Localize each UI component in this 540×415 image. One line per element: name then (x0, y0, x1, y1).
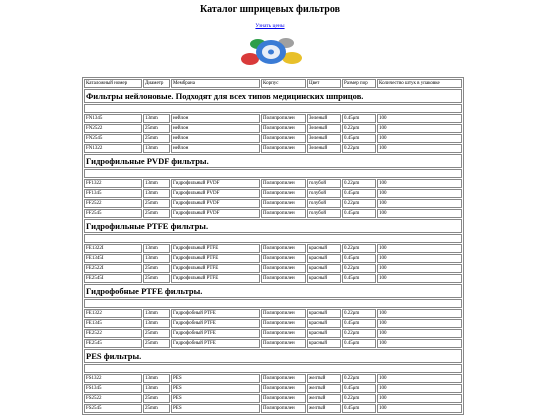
section-heading: Гидрофильные PVDF фильтры. (84, 154, 462, 168)
table-cell: 100 (377, 319, 462, 328)
section-heading-row (84, 154, 462, 168)
table-cell: нейлон (171, 144, 260, 153)
section-heading: Фильтры нейлоновые. Подходят для всех типов медицинских шприцов. (84, 89, 462, 103)
table-cell: красный (307, 309, 341, 318)
table-cell: 0.22μm (342, 374, 376, 383)
table-cell: Полипропилен (261, 209, 306, 218)
table-cell: красный (307, 244, 341, 253)
table-cell: 0.45μm (342, 384, 376, 393)
table-cell: 100 (377, 339, 462, 348)
table-cell: PES (171, 394, 260, 403)
table-cell: Полипропилен (261, 199, 306, 208)
table-cell: 13mm (143, 114, 170, 123)
table-cell: 0.45μm (342, 404, 376, 413)
table-cell: красный (307, 339, 341, 348)
section-heading-row (84, 349, 462, 363)
table-cell: 100 (377, 189, 462, 198)
section-heading: PES фильтры. (84, 349, 462, 363)
table-cell: Гидрофильный PTFE (171, 244, 260, 253)
table-cell: 100 (377, 264, 462, 273)
table-cell: Гидрофобный PTFE (171, 339, 260, 348)
table-cell: Полипропилен (261, 404, 306, 413)
table-cell: нейлон (171, 124, 260, 133)
table-cell: Полипропилен (261, 254, 306, 263)
column-header: Диаметр (143, 79, 170, 88)
page-title: Каталог шприцевых фильтров (199, 4, 340, 15)
table-row (84, 189, 462, 198)
table-cell: FE1345 (84, 319, 142, 328)
table-cell: 0.22μm (342, 394, 376, 403)
table-cell: нейлон (171, 134, 260, 143)
table-cell: 0.22μm (342, 309, 376, 318)
table-cell: 0.22μm (342, 144, 376, 153)
table-cell: 25mm (143, 404, 170, 413)
table-cell: 13mm (143, 179, 170, 188)
spacer-row (84, 364, 462, 373)
table-cell: красный (307, 264, 341, 273)
table-cell: FE2522 (84, 329, 142, 338)
table-row (84, 114, 462, 123)
table-cell: 100 (377, 179, 462, 188)
table-row (84, 264, 462, 273)
table-cell: 100 (377, 374, 462, 383)
table-cell: Полипропилен (261, 394, 306, 403)
table-cell: Гидрофильный PVDF (171, 199, 260, 208)
table-cell: Гидрофобный PTFE (171, 319, 260, 328)
table-cell: Полипропилен (261, 134, 306, 143)
table-cell: FS1322 (84, 374, 142, 383)
table-cell: 25mm (143, 209, 170, 218)
table-cell: FE1345I (84, 254, 142, 263)
table-cell: Зеленый (307, 114, 341, 123)
column-header: Каталожный номер (84, 79, 142, 88)
table-cell: 0.45μm (342, 339, 376, 348)
spacer-row (84, 234, 462, 243)
table-cell: 100 (377, 199, 462, 208)
table-row (84, 319, 462, 328)
table-cell: красный (307, 319, 341, 328)
section-heading-row (84, 219, 462, 233)
table-cell: желтый (307, 384, 341, 393)
table-row (84, 374, 462, 383)
column-header: Мембрана (171, 79, 260, 88)
table-cell: 25mm (143, 264, 170, 273)
table-cell: Полипропилен (261, 114, 306, 123)
table-cell: 13mm (143, 384, 170, 393)
table-cell: Полипропилен (261, 144, 306, 153)
table-cell: Гидрофобный PTFE (171, 309, 260, 318)
table-cell: Гидрофильный PVDF (171, 189, 260, 198)
spacer-cell (84, 104, 462, 113)
table-cell: 13mm (143, 244, 170, 253)
table-cell: Зеленый (307, 144, 341, 153)
table-cell: голубой (307, 179, 341, 188)
table-row (84, 244, 462, 253)
price-link[interactable]: Узнать цены (255, 23, 285, 29)
table-cell: FE2545 (84, 339, 142, 348)
table-row (84, 144, 462, 153)
table-cell: 0.22μm (342, 179, 376, 188)
column-header: Количество штук в упаковке (377, 79, 462, 88)
spacer-cell (84, 234, 462, 243)
table-cell: 0.45μm (342, 274, 376, 283)
table-row (84, 404, 462, 413)
table-row (84, 134, 462, 143)
table-row (84, 339, 462, 348)
table-cell: PES (171, 384, 260, 393)
table-cell: 100 (377, 329, 462, 338)
table-cell: Зеленый (307, 134, 341, 143)
table-cell: 100 (377, 144, 462, 153)
spacer-cell (84, 364, 462, 373)
table-cell: 13mm (143, 254, 170, 263)
table-cell: 100 (377, 209, 462, 218)
table-cell: 100 (377, 124, 462, 133)
table-cell: желтый (307, 374, 341, 383)
table-cell: Гидрофильный PTFE (171, 254, 260, 263)
table-cell: Гидрофильный PVDF (171, 179, 260, 188)
table-cell: FS1345 (84, 384, 142, 393)
table-row (84, 384, 462, 393)
table-cell: 100 (377, 384, 462, 393)
table-cell: Полипропилен (261, 244, 306, 253)
column-header: Цвет (307, 79, 341, 88)
table-cell: 100 (377, 254, 462, 263)
table-cell: 100 (377, 404, 462, 413)
spacer-row (84, 104, 462, 113)
table-cell: 0.22μm (342, 199, 376, 208)
table-cell: 25mm (143, 329, 170, 338)
table-cell: FE2545I (84, 274, 142, 283)
table-cell: 13mm (143, 374, 170, 383)
table-cell: FF2545 (84, 209, 142, 218)
table-cell: Гидрофильный PVDF (171, 209, 260, 218)
table-row (84, 199, 462, 208)
table-cell: красный (307, 254, 341, 263)
section-heading: Гидрофобные PTFE фильтры. (84, 284, 462, 298)
table-row (84, 309, 462, 318)
filter-catalog-table (82, 77, 464, 415)
table-cell: FN1345 (84, 114, 142, 123)
table-cell: 13mm (143, 319, 170, 328)
table-cell: FE2522I (84, 264, 142, 273)
table-cell: 25mm (143, 394, 170, 403)
table-cell: FE1322I (84, 244, 142, 253)
table-cell: голубой (307, 199, 341, 208)
table-cell: 0.22μm (342, 264, 376, 273)
spacer-row (84, 299, 462, 308)
table-cell: Полипропилен (261, 124, 306, 133)
table-cell: 0.45μm (342, 189, 376, 198)
table-cell: Гидрофильный PTFE (171, 274, 260, 283)
table-cell: FF1345 (84, 189, 142, 198)
table-cell: FS2522 (84, 394, 142, 403)
table-cell: 13mm (143, 189, 170, 198)
table-cell: FE1322 (84, 309, 142, 318)
table-cell: Гидрофильный PTFE (171, 264, 260, 273)
table-cell: Полипропилен (261, 319, 306, 328)
table-cell: 0.22μm (342, 244, 376, 253)
table-cell: желтый (307, 394, 341, 403)
table-row (84, 209, 462, 218)
table-cell: FN2522 (84, 124, 142, 133)
table-cell: Полипропилен (261, 189, 306, 198)
table-cell: 100 (377, 244, 462, 253)
table-cell: Полипропилен (261, 264, 306, 273)
table-cell: красный (307, 274, 341, 283)
table-cell: 25mm (143, 134, 170, 143)
table-cell: Полипропилен (261, 374, 306, 383)
table-cell: Полипропилен (261, 339, 306, 348)
table-cell: 100 (377, 309, 462, 318)
table-cell: FF2522 (84, 199, 142, 208)
column-header: Размер пор (342, 79, 376, 88)
table-cell: 13mm (143, 144, 170, 153)
table-cell: FN2545 (84, 134, 142, 143)
spacer-cell (84, 169, 462, 178)
spacer-cell (84, 299, 462, 308)
table-cell: 0.22μm (342, 329, 376, 338)
section-heading-row (84, 284, 462, 298)
table-cell: желтый (307, 404, 341, 413)
table-cell: Зеленый (307, 124, 341, 133)
table-cell: Полипропилен (261, 179, 306, 188)
table-row (84, 124, 462, 133)
table-cell: FF1322 (84, 179, 142, 188)
table-cell: нейлон (171, 114, 260, 123)
table-row (84, 394, 462, 403)
table-cell: 100 (377, 134, 462, 143)
table-cell: FN1322 (84, 144, 142, 153)
table-cell: 0.45μm (342, 134, 376, 143)
table-cell: 100 (377, 114, 462, 123)
table-cell: Полипропилен (261, 309, 306, 318)
table-row (84, 179, 462, 188)
table-cell: 25mm (143, 124, 170, 133)
table-cell: голубой (307, 209, 341, 218)
table-cell: Полипропилен (261, 329, 306, 338)
table-cell: красный (307, 329, 341, 338)
table-cell: голубой (307, 189, 341, 198)
table-row (84, 274, 462, 283)
table-cell: 25mm (143, 274, 170, 283)
table-cell: 0.45μm (342, 319, 376, 328)
table-cell: 0.45μm (342, 254, 376, 263)
table-cell: 100 (377, 274, 462, 283)
syringe-filters-image (236, 34, 306, 70)
table-cell: Гидрофобный PTFE (171, 329, 260, 338)
table-row (84, 329, 462, 338)
table-cell: 0.45μm (342, 209, 376, 218)
table-cell: PES (171, 404, 260, 413)
section-heading: Гидрофильные PTFE фильтры. (84, 219, 462, 233)
table-cell: 13mm (143, 309, 170, 318)
spacer-row (84, 169, 462, 178)
table-cell: FS2545 (84, 404, 142, 413)
table-cell: 100 (377, 394, 462, 403)
table-cell: 25mm (143, 339, 170, 348)
table-header-row (84, 79, 462, 88)
table-row (84, 254, 462, 263)
table-cell: Полипропилен (261, 274, 306, 283)
column-header: Корпус (261, 79, 306, 88)
table-cell: 25mm (143, 199, 170, 208)
table-cell: Полипропилен (261, 384, 306, 393)
table-cell: 0.22μm (342, 124, 376, 133)
section-heading-row (84, 89, 462, 103)
table-cell: 0.45μm (342, 114, 376, 123)
table-cell: PES (171, 374, 260, 383)
